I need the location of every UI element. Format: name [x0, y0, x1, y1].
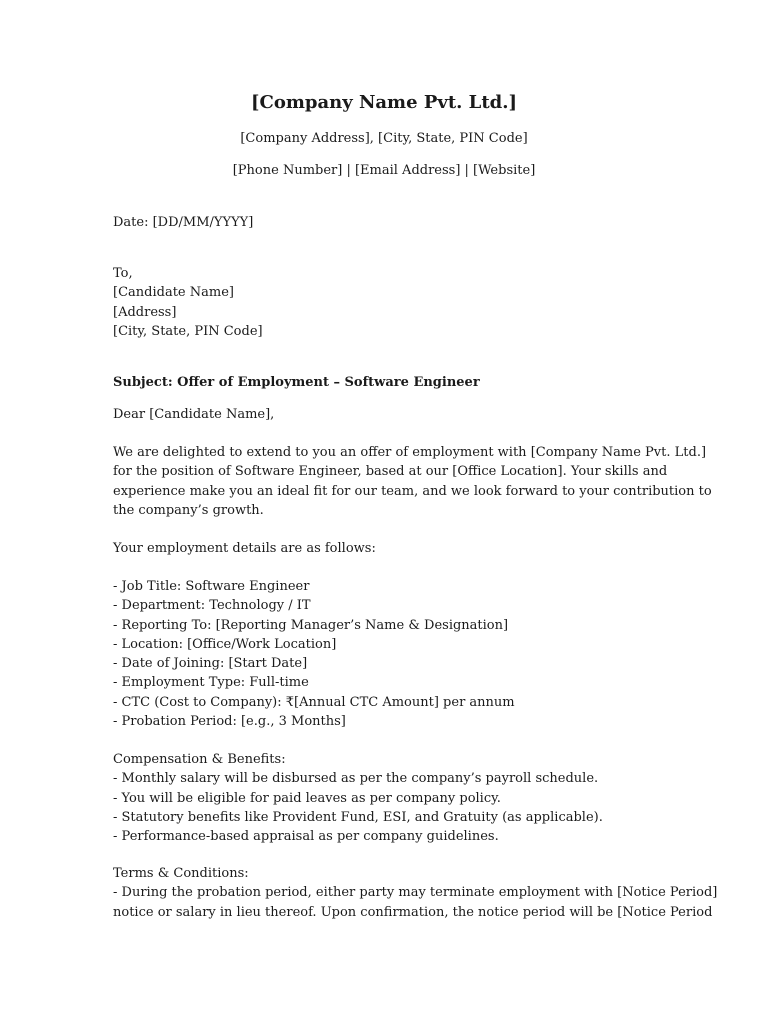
list-item: - During the probation period, either party may terminate employment with [Notice Period]	[113, 885, 718, 901]
list-item: - Employment Type: Full-time	[113, 675, 309, 691]
terms-section	[113, 864, 718, 922]
list-item: - Location: [Office/Work Location]	[113, 636, 337, 652]
date-line	[113, 213, 658, 232]
section-heading: Terms & Conditions:	[113, 866, 249, 881]
list-item: - Date of Joining: [Start Date]	[113, 656, 308, 672]
recipient-line: [City, State, PIN Code]	[113, 323, 263, 339]
compensation-section	[113, 750, 658, 846]
details-intro-text: Your employment details are as follows:	[113, 541, 376, 556]
paragraph-line: experience make you an ideal fit for our team, and we look forward to your contribution to	[113, 483, 712, 499]
list-item: - Probation Period: [e.g., 3 Months]	[113, 714, 346, 730]
date-text: Date: [DD/MM/YYYY]	[113, 215, 254, 230]
recipient-block	[113, 264, 658, 341]
company-contact: [Phone Number] | [Email Address] | [Website]	[232, 163, 536, 178]
list-item: - Performance-based appraisal as per company guidelines.	[113, 829, 499, 845]
list-item: - Job Title: Software Engineer	[113, 579, 310, 594]
list-item: - Reporting To: [Reporting Manager’s Name & Designation]	[113, 617, 509, 633]
company-name: [Company Name Pvt. Ltd.]	[250, 92, 518, 113]
details-list	[113, 577, 658, 731]
paragraph-line: for the position of Software Engineer, based at our [Office Location]. Your skills and	[113, 464, 668, 480]
recipient-line: [Address]	[113, 304, 177, 320]
details-intro	[113, 539, 658, 558]
list-item: - You will be eligible for paid leaves as per company policy.	[113, 790, 501, 806]
recipient-line: To,	[113, 266, 133, 281]
company-address: [Company Address], [City, State, PIN Code]	[240, 131, 528, 146]
list-item: - Monthly salary will be disbursed as per the company’s payroll schedule.	[113, 771, 599, 787]
intro-paragraph	[113, 443, 712, 520]
list-item: - CTC (Cost to Company): ₹[Annual CTC Amount] per annum	[113, 694, 515, 710]
salutation	[113, 405, 658, 424]
list-item: notice or salary in lieu thereof. Upon confirmation, the notice period will be [Notice Period	[113, 904, 713, 920]
salutation-text: Dear [Candidate Name],	[113, 407, 275, 422]
section-heading: Compensation & Benefits:	[113, 752, 286, 767]
paragraph-line: the company’s growth.	[113, 502, 264, 518]
list-item: - Statutory benefits like Provident Fund, ESI, and Gratuity (as applicable).	[113, 809, 603, 825]
subject-line	[113, 373, 658, 392]
recipient-line: [Candidate Name]	[113, 285, 234, 301]
list-item: - Department: Technology / IT	[113, 598, 311, 614]
paragraph-line: We are delighted to extend to you an offer of employment with [Company Name Pvt. Ltd.]	[113, 445, 707, 460]
subject-text: Subject: Offer of Employment – Software Engineer	[113, 375, 480, 390]
